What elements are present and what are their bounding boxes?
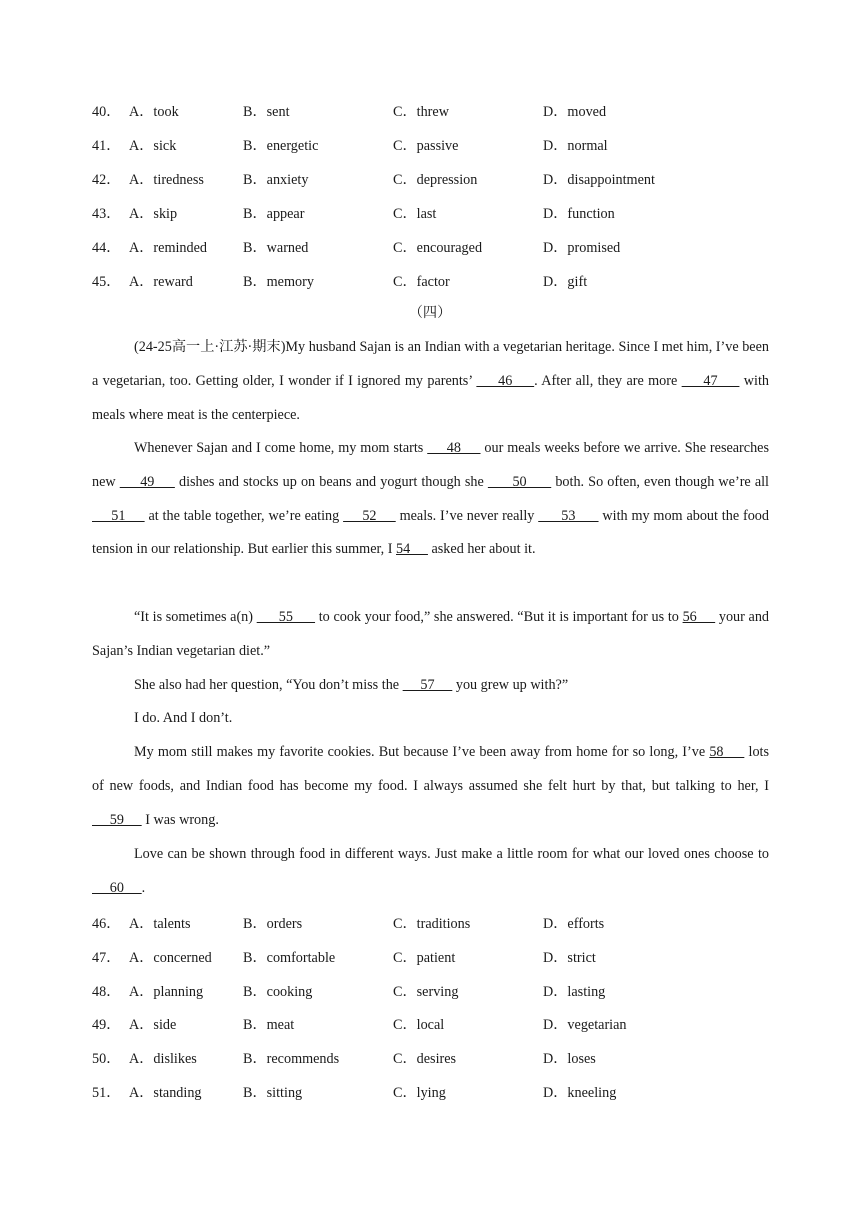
option-d: D．efforts [543,916,605,932]
question-number: 45． [92,274,121,290]
passage-text: asked her about it. [427,541,536,558]
passage-text: your and Sajan’s Indian vegetarian diet.” [92,609,770,659]
question-number: 41． [92,138,121,154]
option-d: D．normal [543,138,608,154]
option-d: D．loses [543,1051,596,1067]
passage-text: lots of new foods, and Indian food has become my food. I always assumed she felt hurt by that, but talking to her, I [92,744,770,794]
passage-text: “It is sometimes a(n) [134,609,257,625]
passage-text: I was wrong. [141,811,219,828]
option-d: D．promised [543,240,621,256]
option-b: B．cooking [243,984,313,1000]
option-c: C．passive [393,138,459,154]
option-a: A．reminded [129,240,208,256]
passage-paragraph-4 [92,669,769,703]
option-a: A．standing [129,1085,202,1101]
passage-paragraph-3 [92,601,769,669]
question-number: 49． [92,1017,121,1033]
option-a: A．reward [129,274,193,290]
option-a: A．planning [129,984,204,1000]
passage-text: . After all, they are more [534,372,682,389]
passage-paragraph-7 [92,838,769,906]
option-b: B．appear [243,206,305,222]
option-d: D．gift [543,274,588,290]
question-number: 42． [92,172,121,188]
option-c: C．desires [393,1051,457,1067]
question-number: 44． [92,240,121,256]
passage-text: meals. I’ve never really [395,507,539,524]
passage-text: at the table together, we’re eating [144,507,344,524]
blank-53: 53 [538,507,599,524]
option-c: C．lying [393,1085,446,1101]
question-number: 51． [92,1085,121,1101]
blank-59: 59 [92,811,142,828]
question-number: 40． [92,104,121,120]
option-c: C．last [393,206,437,222]
option-a: A．concerned [129,950,212,966]
option-a: A．talents [129,916,191,932]
passage-text: My mom still makes my favorite cookies. But because I’ve been away from home for so long, I’ve [134,744,710,760]
passage-text: dishes and stocks up on beans and yogurt though she [174,473,488,490]
passage-paragraph-5: I do. And I don’t. [134,710,233,726]
blank-57: 57 [402,677,453,693]
passage-text: She also had her question, “You don’t miss the [134,677,403,693]
passage-paragraph-6 [92,736,769,837]
option-d: D．moved [543,104,607,120]
option-a: A．took [129,104,179,120]
passage-paragraph-2 [92,432,769,567]
blank-48: 48 [427,440,481,456]
option-c: C．patient [393,950,456,966]
blank-56: 56 [682,609,716,625]
option-c: C．encouraged [393,240,483,256]
option-d: D．function [543,206,615,222]
blank-51: 51 [92,507,145,524]
blank-60: 60 [92,879,142,896]
blank-47: 47 [681,372,740,389]
blank-55: 55 [256,609,316,625]
option-a: A．side [129,1017,177,1033]
option-b: B．sitting [243,1085,303,1101]
passage-text: Whenever Sajan and I come home, my mom starts [134,440,428,456]
option-b: B．memory [243,274,314,290]
passage-text: you grew up with?” [452,677,569,693]
option-b: B．orders [243,916,303,932]
passage-paragraph-1 [92,331,769,432]
option-a: A．tiredness [129,172,204,188]
option-c: C．local [393,1017,445,1033]
option-a: A．dislikes [129,1051,197,1067]
question-number: 50． [92,1051,121,1067]
blank-54: 54 [396,541,428,558]
blank-46: 46 [476,372,535,389]
passage-text: both. So often, even though we’re all [551,473,769,490]
option-b: B．warned [243,240,309,256]
blank-52: 52 [343,507,396,524]
blank-49: 49 [119,473,175,490]
option-d: D．vegetarian [543,1017,627,1033]
option-a: A．sick [129,138,177,154]
option-c: C．threw [393,104,449,120]
passage-text: our meals weeks before we arrive. She researches new [92,440,769,490]
option-d: D．kneeling [543,1085,617,1101]
option-c: C．traditions [393,916,471,932]
option-d: D．strict [543,950,596,966]
question-number: 46． [92,916,121,932]
blank-58: 58 [709,744,745,760]
option-d: D．disappointment [543,172,655,188]
option-d: D．lasting [543,984,606,1000]
blank-50: 50 [487,473,552,490]
option-b: B．anxiety [243,172,309,188]
passage-text: Love can be shown through food in different ways. Just make a little room for what our loved ones choose to [134,846,769,862]
question-number: 43． [92,206,121,222]
option-c: C．depression [393,172,478,188]
option-c: C．serving [393,984,459,1000]
option-b: B．energetic [243,138,319,154]
question-source: (24-25高一上·江苏·期末) [134,339,286,355]
option-b: B．comfortable [243,950,336,966]
passage-text: to cook your food,” she answered. “But it is important for us to [315,609,683,625]
option-b: B．recommends [243,1051,340,1067]
passage-text: with meals where meat is the centerpiece. [92,372,770,423]
question-number: 47． [92,950,121,966]
question-number: 48． [92,984,121,1000]
section-heading: （四） [408,305,452,321]
option-a: A．skip [129,206,178,222]
passage-text: My husband Sajan is an Indian with a vegetarian heritage. Since I met him, I’ve been a vegetarian, too. Getting older, I wonder if I ignored my parents’ [92,339,769,389]
passage-text: with my mom about the food tension in our relationship. But earlier this summer, I [92,507,769,558]
option-c: C．factor [393,274,450,290]
option-b: B．meat [243,1017,295,1033]
passage-text: . [141,879,146,896]
option-b: B．sent [243,104,290,120]
